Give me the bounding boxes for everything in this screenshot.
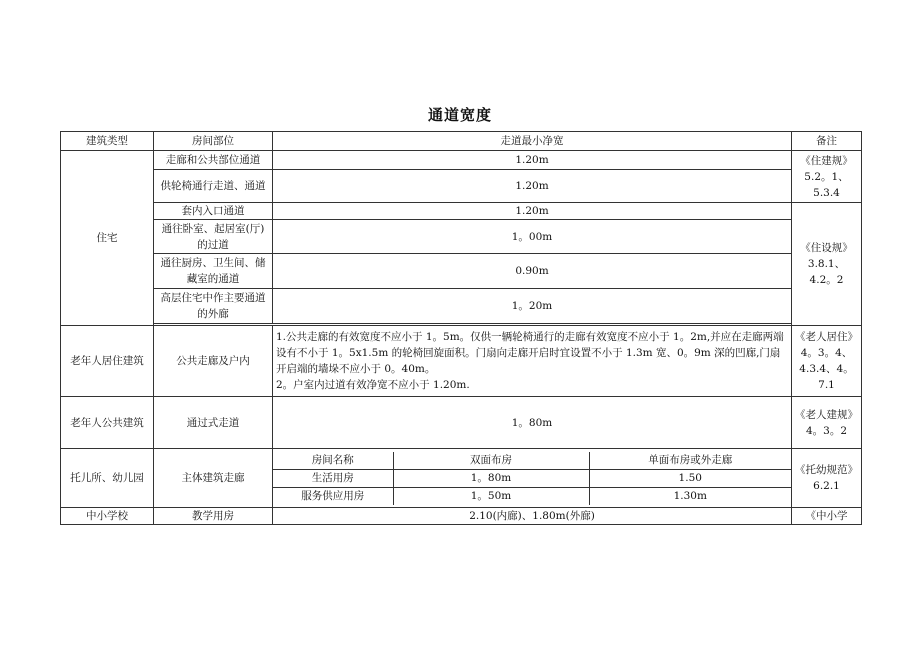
building-type-elderly-residential: 老年人居住建筑 (61, 326, 154, 397)
subtable-cell: 服务供应用房 (273, 487, 393, 505)
width-cell: 1.20m (273, 203, 792, 220)
width-cell: 0.90m (273, 254, 792, 289)
subtable-row (273, 469, 791, 487)
width-cell: 1.20m (273, 170, 792, 203)
subtable-cell: 1。80m (393, 469, 589, 487)
header-row (61, 132, 862, 151)
width-cell: 1.20m (273, 151, 792, 170)
corridor-width-table (60, 131, 862, 525)
subtable-header-row (273, 452, 791, 470)
note-cell: 《住建规》5.2。1、5.3.4 (792, 151, 862, 203)
table-row (61, 326, 862, 397)
width-cell: 1。20m (273, 289, 792, 324)
note-cell: 《老人居住》4。3。4、4.3.4、4。7.1 (792, 326, 862, 397)
width-cell: 1。80m (273, 397, 792, 449)
building-type-kindergarten: 托儿所、幼儿园 (61, 449, 154, 508)
table-row (61, 449, 862, 508)
subtable-header: 双面布房 (393, 452, 589, 470)
subtable-row (273, 487, 791, 505)
page-title: 通道宽度 (427, 106, 492, 124)
subtable-header: 单面布房或外走廊 (589, 452, 791, 470)
table-row (61, 289, 862, 324)
room-cell: 套内入口通道 (154, 203, 273, 220)
note-cell: 《住设规》3.8.1、4.2。2 (792, 203, 862, 326)
room-cell: 通过式走道 (154, 397, 273, 449)
table-row (61, 151, 862, 170)
subtable-cell: 生活用房 (273, 469, 393, 487)
table-row (61, 220, 862, 254)
note-cell: 《中小学 (792, 508, 862, 525)
table-row (61, 254, 862, 289)
header-note: 备注 (792, 132, 862, 151)
elderly-text-2: 2。户室内过道有效净宽不应小于 1.20m. (276, 379, 470, 391)
table-row (61, 170, 862, 203)
width-subtable-cell (273, 449, 792, 508)
note-cell: 《老人建规》4。3。2 (792, 397, 862, 449)
table-row (61, 203, 862, 220)
building-type-elderly-public: 老年人公共建筑 (61, 397, 154, 449)
kindergarten-subtable (273, 452, 791, 505)
table-row (61, 508, 862, 525)
building-type-school: 中小学校 (61, 508, 154, 525)
width-cell: 1。00m (273, 220, 792, 254)
header-building-type: 建筑类型 (61, 132, 154, 151)
room-cell: 通往厨房、卫生间、储藏室的通道 (154, 254, 273, 289)
subtable-header: 房间名称 (273, 452, 393, 470)
width-cell (273, 326, 792, 397)
room-cell: 高层住宅中作主要通道的外廊 (154, 289, 273, 324)
header-room: 房间部位 (154, 132, 273, 151)
width-cell: 2.10(内廊)、1.80m(外廊) (273, 508, 792, 525)
subtable-cell: 1。50m (393, 487, 589, 505)
room-cell: 走廊和公共部位通道 (154, 151, 273, 170)
note-cell: 《托幼规范》6.2.1 (792, 449, 862, 508)
room-cell: 主体建筑走廊 (154, 449, 273, 508)
building-type-residential: 住宅 (61, 151, 154, 326)
subtable-cell: 1.50 (589, 469, 791, 487)
room-cell: 教学用房 (154, 508, 273, 525)
room-cell: 通往卧室、起居室(厅)的过道 (154, 220, 273, 254)
room-cell: 公共走廊及户内 (154, 326, 273, 397)
table-row (61, 397, 862, 449)
elderly-text-1: 1.公共走廊的有效宽度不应小于 1。5m。仅供一辆轮椅通行的走廊有效宽度不应小于 1。2m,并应在走廊两端设有不小于 1。5x1.5m 的轮椅回旋面积。门扇向走廊开启时宜设置不小于 1.3m 宽、0。9m 深的凹廊,门扇开启端的墙垛不应小于 0。40m。 (276, 331, 784, 375)
header-min-width: 走道最小净宽 (273, 132, 792, 151)
room-cell: 供轮椅通行走道、通道 (154, 170, 273, 203)
subtable-cell: 1.30m (673, 490, 707, 502)
